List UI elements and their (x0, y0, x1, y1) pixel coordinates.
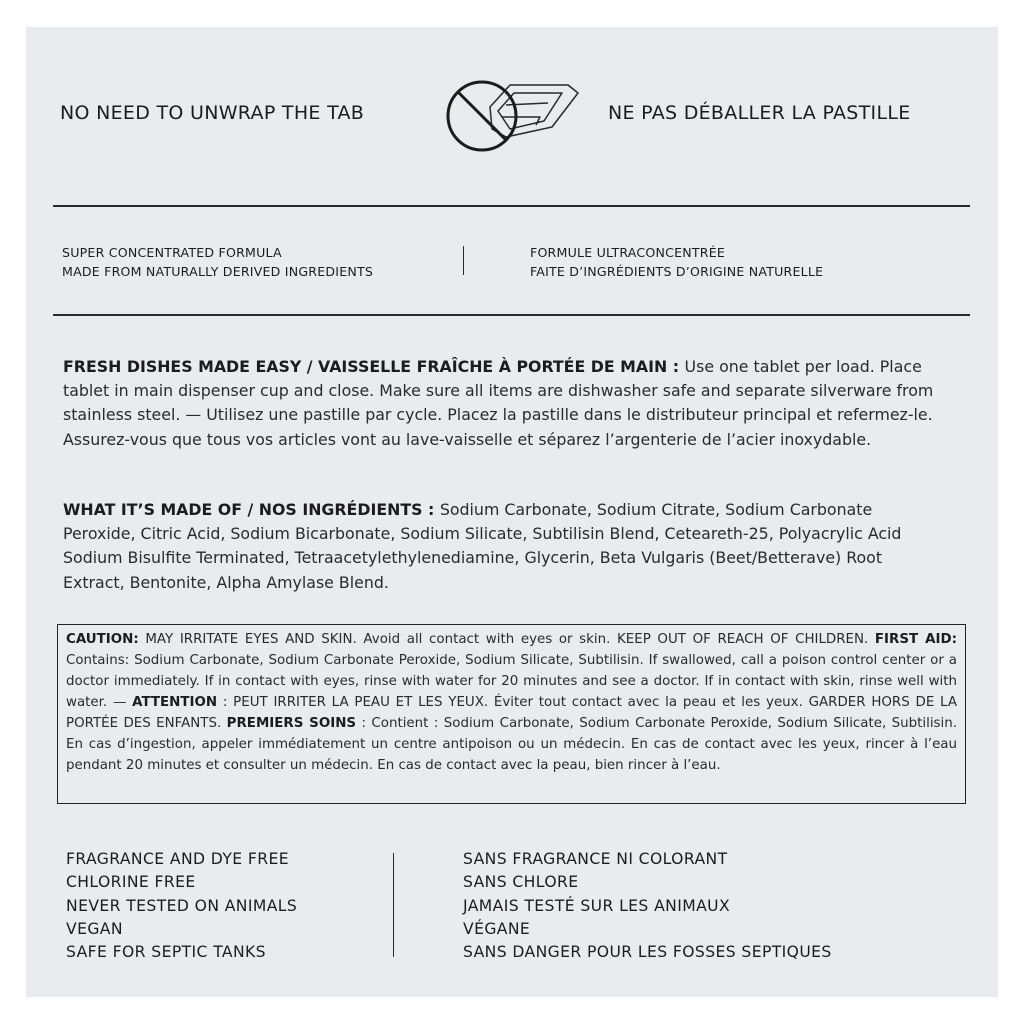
caution-body: MAY IRRITATE EYES AND SKIN. Avoid all contact with eyes or skin. KEEP OUT OF REACH OF CHILDREN. (138, 632, 875, 647)
attention-body: : PEUT IRRITER LA PEAU ET LES YEUX. Éviter tout contact avec la peau et les yeux. GARDER HORS DE LA PORTÉE DES ENFANTS. (66, 694, 957, 731)
premiers-soins-body: : Contient : Sodium Carbonate, Sodium Carbonate Peroxide, Sodium Silicate, Subtilisin. En cas d’ingestion, appeler immédiatement un centre antipoison ou un médecin. En cas de contact avec les yeux, rincer à l’eau pendant 20 minutes et consulter un médecin. En cas de contact avec la peau, bien rincer à l’eau. (66, 715, 957, 773)
caution-box (57, 624, 966, 804)
claims-divider (393, 853, 394, 957)
ingredients-body: Sodium Carbonate, Sodium Citrate, Sodium Carbonate Peroxide, Citric Acid, Sodium Bicarbonate, Sodium Silicate, Subtilisin Blend, Ceteareth-25, Polyacrylic Acid Sodium Bisulfite Terminated, Tetraacetylethylenediamine, Glycerin, Beta Vulgaris (Beet/Betterave) Root Extract, Bentonite, Alpha Amylase Blend. (63, 500, 902, 592)
formula-en (62, 243, 373, 281)
premiers-soins-label: PREMIERS SOINS (226, 715, 357, 731)
claim-item: CHLORINE FREE (66, 873, 196, 892)
directions-paragraph (63, 355, 943, 452)
attention-label: ATTENTION (132, 694, 218, 710)
claims-fr (463, 848, 832, 964)
formula-fr-line: FAITE D’INGRÉDIENTS D’ORIGINE NATURELLE (530, 264, 824, 279)
claim-item: VEGAN (66, 919, 123, 938)
claim-item: JAMAIS TESTÉ SUR LES ANIMAUX (463, 896, 731, 915)
claim-item: SAFE FOR SEPTIC TANKS (66, 943, 266, 962)
claim-item: NEVER TESTED ON ANIMALS (66, 896, 298, 915)
claim-item: VÉGANE (463, 919, 531, 938)
first-aid-body: Contains: Sodium Carbonate, Sodium Carbonate Peroxide, Sodium Silicate, Subtilisin. If swallowed, call a poison control center or a doctor immediately. If in contact with eyes, rinse with water for 20 minutes and see a doctor. If in contact with skin, rinse well with water. — (66, 652, 957, 710)
formula-en-line: MADE FROM NATURALLY DERIVED INGREDIENTS (62, 264, 374, 279)
claim-item: SANS CHLORE (463, 873, 579, 892)
ingredients-heading: WHAT IT’S MADE OF / NOS INGRÉDIENTS (63, 500, 423, 519)
no-unwrap-icon (440, 73, 580, 163)
divider-middle (53, 314, 970, 316)
formula-fr-line: FORMULE ULTRACONCENTRÉE (530, 245, 726, 260)
claim-item: SANS FRAGRANCE NI COLORANT (463, 850, 728, 868)
formula-en-line: SUPER CONCENTRATED FORMULA (62, 245, 282, 260)
caution-text (66, 630, 957, 777)
directions-separator: : (667, 357, 685, 376)
first-aid-label: FIRST AID: (874, 632, 957, 647)
formula-divider (463, 246, 464, 275)
caution-label: CAUTION: (66, 632, 139, 647)
directions-heading: FRESH DISHES MADE EASY / VAISSELLE FRAÎCHE À PORTÉE DE MAIN (63, 357, 668, 376)
claim-item: SANS DANGER POUR LES FOSSES SEPTIQUES (463, 943, 832, 962)
unwrap-title-fr: NE PAS DÉBALLER LA PASTILLE (608, 102, 911, 124)
ingredients-paragraph (63, 498, 943, 595)
directions-body: Use one tablet per load. Place tablet in main dispenser cup and close. Make sure all items are dishwasher safe and separate silverware from stainless steel. — Utilisez une pastille par cycle. Placez la pastille dans le distributeur principal et refermez-le. Assurez-vous que tous vos articles vont au lave-vaisselle et séparez l’argenterie de l’acier inoxydable. (63, 357, 934, 449)
claim-item: FRAGRANCE AND DYE FREE (66, 850, 289, 868)
claims-en (66, 848, 297, 964)
divider-top (53, 205, 970, 207)
formula-fr (530, 243, 823, 281)
label-panel (26, 27, 998, 997)
ingredients-separator: : (422, 500, 440, 519)
unwrap-title-en: NO NEED TO UNWRAP THE TAB (60, 102, 365, 124)
